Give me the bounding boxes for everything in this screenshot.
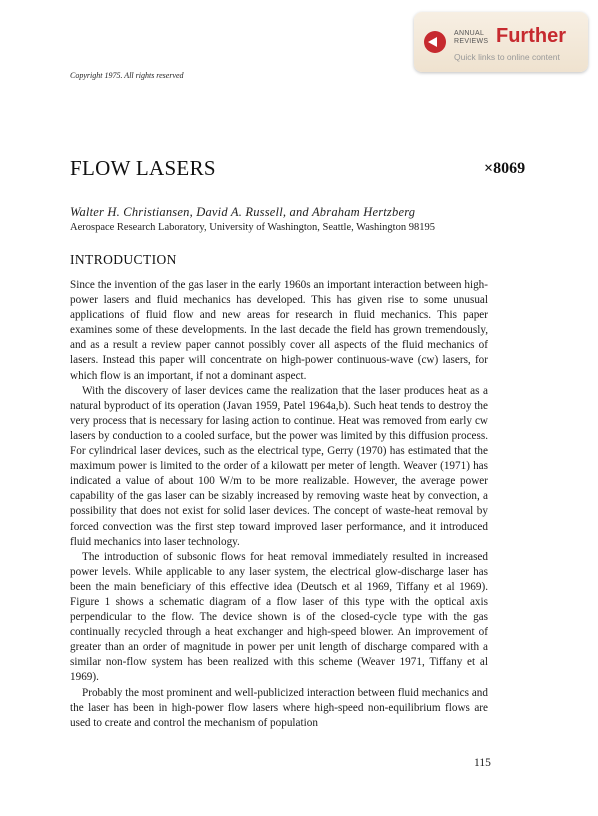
section-heading: INTRODUCTION <box>70 252 177 267</box>
body-paragraph: Since the invention of the gas laser in the early 1960s an important interaction between high-power lasers and fluid mechanics has developed. This has given rise to some unusual applications of fluid flow and new areas for research in fluid mechanics. This paper examines some of these developments. In the last decade the field has grown tremendously, and as a result a review paper cannot possibly cover all aspects of the fluid mechanics of lasers. Instead this paper will concentrate on high-power continuous-wave (cw) lasers, for which flow is an important, if not a dominant aspect. <box>70 279 488 382</box>
banner-further-text: Further <box>496 25 566 47</box>
article-body <box>70 278 488 731</box>
article-title: FLOW LASERS <box>70 156 216 180</box>
banner-reviews-text: REVIEWS <box>454 38 489 45</box>
copyright-notice: Copyright 1975. All rights reserved <box>70 71 184 80</box>
author-list: Walter H. Christiansen, David A. Russell, and Abraham Hertzberg <box>70 205 416 219</box>
annual-reviews-logo-icon <box>424 31 446 53</box>
page-number: 115 <box>474 757 491 769</box>
body-paragraph: Probably the most prominent and well-publicized interaction between fluid mechanics and the laser has been in high-power flow lasers where high-speed non-equilibrium flows are used to create and control the mechanism of population <box>70 686 488 729</box>
body-paragraph: The introduction of subsonic flows for heat removal immediately resulted in increased power levels. While applicable to any laser system, the electrical glow-discharge laser has been the main beneficiary of this effective idea (Deutsch et al 1969, Tiffany et al 1969). Figure 1 shows a schematic diagram of a flow laser of this type with the optical axis perpendicular to the flow. The device shown is of the closed-cycle type with the gas continually recycled through a heat exchanger and high-speed blower. An improvement of greater than an order of magnitude in power per unit length of discharge compared with a similar non-flow system has been realized with this scheme (Weaver 1971, Tiffany et al 1969). <box>70 550 488 684</box>
banner-subtitle: Quick links to online content <box>454 52 560 62</box>
body-paragraph: With the discovery of laser devices came the realization that the laser produces heat as a natural byproduct of its operation (Javan 1959, Patel 1964a,b). Such heat tends to destroy the very process that is necessary for lasing action to continue. Heat was removed from early cw lasers by conduction to a cooled surface, but the power was limited by this diffusion process. For cylindrical laser devices, such as the electrical type, Gerry (1970) has estimated that the maximum power is limited to the order of a kilowatt per meter of length. Weaver (1971) has indicated a value of about 100 W/m to be more realizable. However, the average power capability of the gas laser can be sizably increased by removing waste heat by convection, a possibility that does not exist for solid laser devices. The concept of waste-heat removal by forced convection was the first step toward improved laser performance, and it introduced fluid mechanics into laser technology. <box>70 384 488 548</box>
banner-annual-text: ANNUAL <box>454 30 485 37</box>
author-affiliation: Aerospace Research Laboratory, University of Washington, Seattle, Washington 98195 <box>70 222 435 233</box>
article-code: ×8069 <box>484 160 526 177</box>
annual-reviews-further-banner[interactable] <box>414 12 588 72</box>
